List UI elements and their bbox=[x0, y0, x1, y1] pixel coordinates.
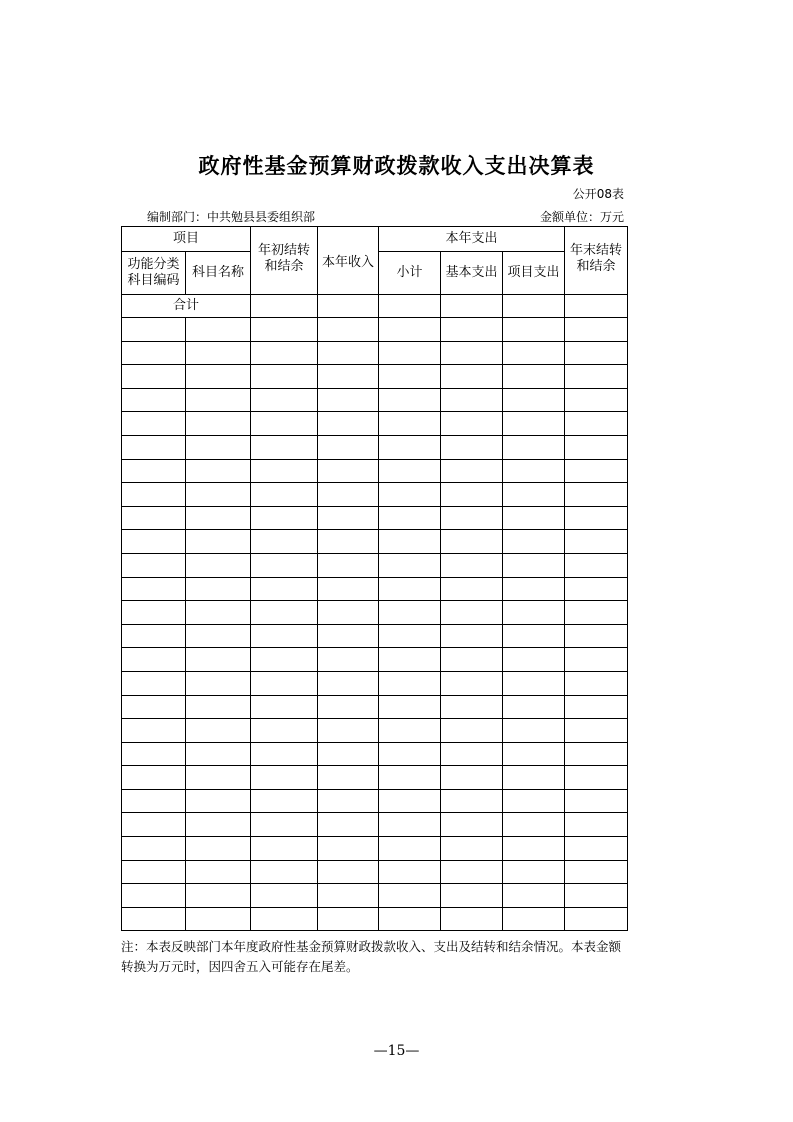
table-cell bbox=[379, 813, 441, 837]
table-row bbox=[122, 435, 628, 459]
table-cell bbox=[441, 577, 503, 601]
table-cell bbox=[186, 766, 251, 790]
table-cell bbox=[186, 884, 251, 908]
table-cell bbox=[503, 412, 565, 436]
header-begin-balance-text: 年初结转和结余 bbox=[258, 243, 311, 274]
table-cell bbox=[186, 837, 251, 861]
table-row bbox=[122, 813, 628, 837]
table-cell bbox=[565, 719, 628, 743]
table-cell bbox=[379, 719, 441, 743]
footnote: 注：本表反映部门本年度政府性基金预算财政拨款收入、支出及结转和结余情况。本表金额转换为万元时，因四舍五入可能存在尾差。 bbox=[121, 939, 622, 974]
table-cell bbox=[251, 766, 318, 790]
table-cell bbox=[318, 671, 379, 695]
table-cell bbox=[441, 837, 503, 861]
table-cell bbox=[379, 789, 441, 813]
table-cell bbox=[565, 813, 628, 837]
table-cell bbox=[318, 813, 379, 837]
table-cell bbox=[122, 435, 186, 459]
table-cell bbox=[122, 789, 186, 813]
table-cell bbox=[251, 860, 318, 884]
table-cell bbox=[379, 648, 441, 672]
table-cell bbox=[318, 884, 379, 908]
table-row bbox=[122, 318, 628, 342]
table-row bbox=[122, 648, 628, 672]
table-cell bbox=[122, 671, 186, 695]
table-cell bbox=[503, 365, 565, 389]
table-row bbox=[122, 412, 628, 436]
table-cell bbox=[565, 884, 628, 908]
table-row bbox=[122, 837, 628, 861]
table-cell bbox=[503, 837, 565, 861]
table-cell bbox=[318, 695, 379, 719]
table-row bbox=[122, 553, 628, 577]
table-cell bbox=[186, 577, 251, 601]
table-cell bbox=[441, 459, 503, 483]
table-row bbox=[122, 789, 628, 813]
table-cell bbox=[441, 671, 503, 695]
table-cell bbox=[318, 860, 379, 884]
table-cell bbox=[251, 648, 318, 672]
table-cell bbox=[503, 388, 565, 412]
table-cell bbox=[251, 837, 318, 861]
table-cell bbox=[565, 907, 628, 931]
table-row bbox=[122, 695, 628, 719]
table-cell bbox=[441, 553, 503, 577]
table-cell bbox=[122, 318, 186, 342]
table-cell bbox=[441, 884, 503, 908]
table-cell bbox=[379, 435, 441, 459]
table-cell bbox=[503, 530, 565, 554]
table-cell bbox=[122, 459, 186, 483]
table-cell bbox=[565, 695, 628, 719]
header-basic-expense: 基本支出 bbox=[441, 252, 503, 295]
table-cell bbox=[379, 837, 441, 861]
table-row bbox=[122, 530, 628, 554]
table-cell bbox=[379, 553, 441, 577]
table-cell bbox=[565, 483, 628, 507]
table-cell bbox=[186, 412, 251, 436]
table-cell bbox=[122, 907, 186, 931]
table-cell bbox=[251, 601, 318, 625]
table-cell bbox=[441, 601, 503, 625]
table-cell bbox=[503, 884, 565, 908]
table-cell bbox=[379, 530, 441, 554]
table-cell bbox=[122, 341, 186, 365]
table-cell bbox=[565, 742, 628, 766]
table-cell bbox=[122, 506, 186, 530]
table-cell bbox=[122, 742, 186, 766]
table-cell bbox=[503, 907, 565, 931]
table-row bbox=[122, 506, 628, 530]
table-cell bbox=[186, 506, 251, 530]
table-cell bbox=[441, 648, 503, 672]
table-cell bbox=[441, 766, 503, 790]
total-cell bbox=[503, 295, 565, 318]
table-cell bbox=[503, 789, 565, 813]
total-cell bbox=[251, 295, 318, 318]
table-cell bbox=[503, 719, 565, 743]
table-cell bbox=[441, 742, 503, 766]
table-cell bbox=[251, 459, 318, 483]
table-row bbox=[122, 884, 628, 908]
table-row bbox=[122, 624, 628, 648]
table-row bbox=[122, 601, 628, 625]
table-cell bbox=[122, 624, 186, 648]
table-cell bbox=[318, 483, 379, 507]
table-cell bbox=[318, 388, 379, 412]
table-cell bbox=[122, 388, 186, 412]
total-cell bbox=[441, 295, 503, 318]
table-cell bbox=[379, 601, 441, 625]
table-cell bbox=[379, 907, 441, 931]
table-cell bbox=[251, 341, 318, 365]
table-row bbox=[122, 860, 628, 884]
table-cell bbox=[565, 671, 628, 695]
table-row bbox=[122, 483, 628, 507]
table-cell bbox=[379, 483, 441, 507]
table-cell bbox=[186, 671, 251, 695]
table-cell bbox=[122, 365, 186, 389]
table-cell bbox=[503, 742, 565, 766]
table-cell bbox=[503, 624, 565, 648]
table-cell bbox=[251, 483, 318, 507]
table-cell bbox=[122, 860, 186, 884]
header-end-balance-text: 年末结转和结余 bbox=[570, 243, 623, 274]
table-cell bbox=[379, 388, 441, 412]
table-cell bbox=[503, 553, 565, 577]
table-cell bbox=[186, 341, 251, 365]
table-cell bbox=[503, 459, 565, 483]
table-row bbox=[122, 388, 628, 412]
table-cell bbox=[503, 577, 565, 601]
table-cell bbox=[503, 506, 565, 530]
table-cell bbox=[441, 860, 503, 884]
table-cell bbox=[251, 388, 318, 412]
table-cell bbox=[379, 577, 441, 601]
table-cell bbox=[565, 577, 628, 601]
table-cell bbox=[503, 671, 565, 695]
table-cell bbox=[565, 553, 628, 577]
table-cell bbox=[441, 530, 503, 554]
budget-table bbox=[121, 226, 628, 931]
table-cell bbox=[318, 837, 379, 861]
table-row bbox=[122, 577, 628, 601]
table-row bbox=[122, 907, 628, 931]
table-row bbox=[122, 459, 628, 483]
table-cell bbox=[251, 553, 318, 577]
table-cell bbox=[251, 719, 318, 743]
table-cell bbox=[441, 435, 503, 459]
header-subject-name: 科目名称 bbox=[186, 252, 251, 295]
table-cell bbox=[186, 318, 251, 342]
table-cell bbox=[379, 695, 441, 719]
table-cell bbox=[251, 789, 318, 813]
table-cell bbox=[565, 789, 628, 813]
table-cell bbox=[503, 766, 565, 790]
table-cell bbox=[186, 742, 251, 766]
table-cell bbox=[503, 318, 565, 342]
table-cell bbox=[565, 341, 628, 365]
table-cell bbox=[251, 884, 318, 908]
table-cell bbox=[318, 506, 379, 530]
table-cell bbox=[122, 695, 186, 719]
table-cell bbox=[122, 577, 186, 601]
table-cell bbox=[122, 530, 186, 554]
table-cell bbox=[503, 341, 565, 365]
table-cell bbox=[318, 601, 379, 625]
table-cell bbox=[122, 719, 186, 743]
table-cell bbox=[186, 553, 251, 577]
header-begin-balance bbox=[251, 227, 318, 295]
table-cell bbox=[565, 648, 628, 672]
table-cell bbox=[503, 483, 565, 507]
amount-unit-label: 金额单位：万元 bbox=[539, 210, 624, 224]
table-cell bbox=[379, 318, 441, 342]
table-cell bbox=[186, 459, 251, 483]
table-cell bbox=[379, 884, 441, 908]
page-number: —15— bbox=[373, 1043, 420, 1059]
table-cell bbox=[122, 766, 186, 790]
table-cell bbox=[565, 459, 628, 483]
table-cell bbox=[318, 742, 379, 766]
table-cell bbox=[441, 907, 503, 931]
table-cell bbox=[186, 530, 251, 554]
table-cell bbox=[318, 907, 379, 931]
table-cell bbox=[565, 860, 628, 884]
table-cell bbox=[379, 506, 441, 530]
table-cell bbox=[565, 388, 628, 412]
table-cell bbox=[565, 365, 628, 389]
table-cell bbox=[565, 435, 628, 459]
table-cell bbox=[186, 813, 251, 837]
table-cell bbox=[565, 837, 628, 861]
table-cell bbox=[251, 506, 318, 530]
table-cell bbox=[122, 813, 186, 837]
table-cell bbox=[251, 365, 318, 389]
table-cell bbox=[122, 648, 186, 672]
table-cell bbox=[503, 601, 565, 625]
header-item: 项目 bbox=[122, 227, 251, 252]
table-cell bbox=[441, 719, 503, 743]
table-cell bbox=[186, 388, 251, 412]
table-cell bbox=[379, 860, 441, 884]
table-cell bbox=[251, 907, 318, 931]
table-cell bbox=[318, 318, 379, 342]
table-cell bbox=[251, 742, 318, 766]
table-row bbox=[122, 365, 628, 389]
table-cell bbox=[379, 742, 441, 766]
table-cell bbox=[122, 412, 186, 436]
table-cell bbox=[186, 648, 251, 672]
table-cell bbox=[186, 695, 251, 719]
table-cell bbox=[379, 459, 441, 483]
table-cell bbox=[503, 860, 565, 884]
table-row bbox=[122, 671, 628, 695]
table-cell bbox=[441, 506, 503, 530]
table-cell bbox=[122, 884, 186, 908]
table-cell bbox=[379, 624, 441, 648]
table-cell bbox=[318, 553, 379, 577]
table-cell bbox=[503, 813, 565, 837]
table-cell bbox=[251, 530, 318, 554]
table-cell bbox=[186, 483, 251, 507]
table-cell bbox=[441, 789, 503, 813]
header-project-expense: 项目支出 bbox=[503, 252, 565, 295]
table-cell bbox=[318, 459, 379, 483]
table-cell bbox=[318, 412, 379, 436]
table-cell bbox=[186, 435, 251, 459]
table-cell bbox=[186, 860, 251, 884]
table-cell bbox=[379, 412, 441, 436]
table-cell bbox=[251, 624, 318, 648]
table-row bbox=[122, 742, 628, 766]
table-cell bbox=[318, 766, 379, 790]
table-cell bbox=[441, 365, 503, 389]
table-cell bbox=[379, 671, 441, 695]
table-cell bbox=[318, 530, 379, 554]
table-cell bbox=[318, 624, 379, 648]
table-cell bbox=[318, 648, 379, 672]
table-cell bbox=[122, 837, 186, 861]
table-cell bbox=[503, 648, 565, 672]
table-cell bbox=[379, 766, 441, 790]
header-end-balance bbox=[565, 227, 628, 295]
department-label: 编制部门：中共勉县县委组织部 bbox=[147, 210, 316, 224]
table-cell bbox=[186, 719, 251, 743]
header-func-code-text: 功能分类科目编码 bbox=[127, 257, 180, 288]
table-cell bbox=[441, 318, 503, 342]
table-cell bbox=[318, 719, 379, 743]
page-title: 政府性基金预算财政拨款收入支出决算表 bbox=[198, 154, 595, 178]
table-cell bbox=[379, 341, 441, 365]
table-cell bbox=[186, 601, 251, 625]
header-subtotal: 小计 bbox=[379, 252, 441, 295]
table-cell bbox=[565, 506, 628, 530]
header-expense: 本年支出 bbox=[379, 227, 565, 252]
table-cell bbox=[503, 435, 565, 459]
table-cell bbox=[565, 601, 628, 625]
table-cell bbox=[186, 365, 251, 389]
table-cell bbox=[251, 318, 318, 342]
table-cell bbox=[441, 341, 503, 365]
header-func-code bbox=[122, 252, 186, 295]
table-cell bbox=[503, 695, 565, 719]
total-row bbox=[122, 295, 628, 318]
table-cell bbox=[251, 695, 318, 719]
table-cell bbox=[186, 624, 251, 648]
table-cell bbox=[186, 789, 251, 813]
table-cell bbox=[441, 412, 503, 436]
table-row bbox=[122, 766, 628, 790]
table-cell bbox=[441, 624, 503, 648]
table-cell bbox=[318, 365, 379, 389]
table-cell bbox=[318, 789, 379, 813]
form-number: 公开08表 bbox=[572, 187, 624, 201]
table-cell bbox=[122, 601, 186, 625]
table-cell bbox=[251, 671, 318, 695]
table-cell bbox=[122, 483, 186, 507]
table-cell bbox=[565, 530, 628, 554]
total-cell bbox=[379, 295, 441, 318]
table-cell bbox=[565, 624, 628, 648]
table-cell bbox=[441, 813, 503, 837]
table-cell bbox=[251, 813, 318, 837]
table-cell bbox=[318, 577, 379, 601]
table-cell bbox=[441, 388, 503, 412]
table-cell bbox=[565, 412, 628, 436]
table-cell bbox=[251, 577, 318, 601]
table-cell bbox=[318, 435, 379, 459]
table-cell bbox=[122, 553, 186, 577]
table-cell bbox=[379, 365, 441, 389]
total-cell bbox=[318, 295, 379, 318]
table-cell bbox=[565, 318, 628, 342]
header-income: 本年收入 bbox=[318, 227, 379, 295]
table-cell bbox=[251, 435, 318, 459]
table-cell bbox=[565, 766, 628, 790]
table-cell bbox=[441, 483, 503, 507]
table-row bbox=[122, 341, 628, 365]
table-cell bbox=[318, 341, 379, 365]
table-cell bbox=[186, 907, 251, 931]
table-row bbox=[122, 719, 628, 743]
table-cell bbox=[441, 695, 503, 719]
table-cell bbox=[251, 412, 318, 436]
total-cell bbox=[565, 295, 628, 318]
total-label: 合计 bbox=[122, 295, 251, 318]
